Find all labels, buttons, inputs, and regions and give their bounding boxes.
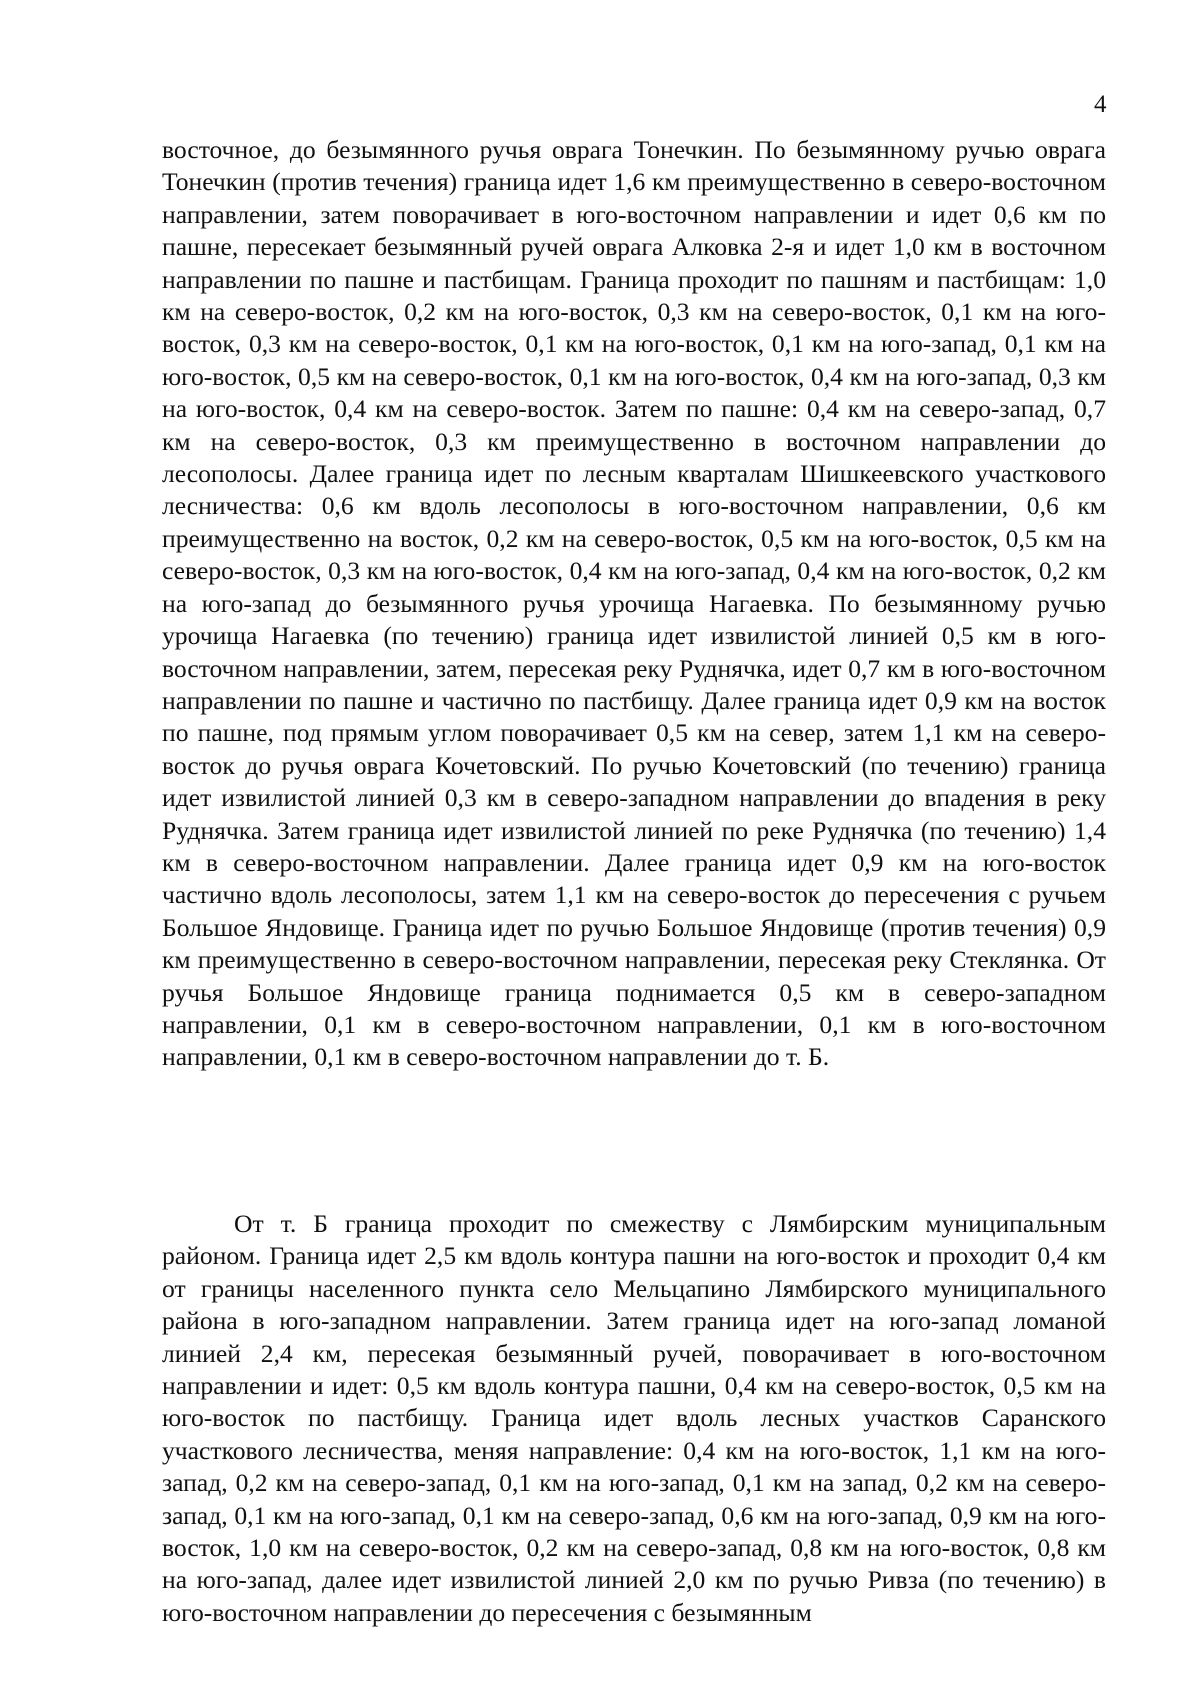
paragraph-lyambirsky-border: От т. Б граница проходит по смежеству с Лямбирским муниципальным районом. Граница идет 2,5 км вдоль контура пашни на юго-восток и проходит 0,4 км от границы населенного пункта село Мельцапино Лямбирского муниципального района в юго-западном направлении. Затем граница идет на юго-запад ломаной линией 2,4 км, пересекая безымянный ручей, поворачивает в юго-восточном направлении и идет: 0,5 км вдоль контура пашни, 0,4 км на северо-восток, 0,5 км на юго-восток по пастбищу. Граница идет вдоль лесных участков Саранского участкового лесничества, меняя направление: 0,4 км на юго-восток, 1,1 км на юго-запад, 0,2 км на северо-запад, 0,1 км на юго-запад, 0,1 км на запад, 0,2 км на северо-запад, 0,1 км на юго-запад, 0,1 км на северо-запад, 0,6 км на юго-запад, 0,9 км на юго-восток, 1,0 км на северо-восток, 0,2 км на северо-запад, 0,8 км на юго-восток, 0,8 км на юго-запад, далее идет извилистой линией 2,0 км по ручью Ривза (по течению) в юго-восточном направлении до пересечения с безымянным [162,1209,1106,1627]
page-number: 4 [1094,91,1107,118]
paragraph-boundary-description: восточное, до безымянного ручья оврага Тонечкин. По безымянному ручью оврага Тонечкин (против течения) граница идет 1,6 км преимущественно в северо-восточном направлении, затем поворачивает в юго-восточном направлении и идет 0,6 км по пашне, пересекает безымянный ручей оврага Алковка 2-я и идет 1,0 км в восточном направлении по пашне и пастбищам. Граница проходит по пашням и пастбищам: 1,0 км на северо-восток, 0,2 км на юго-восток, 0,3 км на северо-восток, 0,1 км на юго-восток, 0,3 км на северо-восток, 0,1 км на юго-восток, 0,1 км на юго-запад, 0,1 км на юго-восток, 0,5 км на северо-восток, 0,1 км на юго-восток, 0,4 км на юго-запад, 0,3 км на юго-восток, 0,4 км на северо-восток. Затем по пашне: 0,4 км на северо-запад, 0,7 км на северо-восток, 0,3 км преимущественно в восточном направлении до лесополосы. Далее граница идет по лесным кварталам Шишкеевского участкового лесничества: 0,6 км вдоль лесополосы в юго-восточном направлении, 0,6 км преимущественно на восток, 0,2 км на северо-восток, 0,5 км на юго-восток, 0,5 км на северо-восток, 0,3 км на юго-восток, 0,4 км на юго-запад, 0,4 км на юго-восток, 0,2 км на юго-запад до безымянного ручья урочища Нагаевка. По безымянному ручью урочища Нагаевка (по течению) граница идет извилистой линией 0,5 км в юго-восточном направлении, затем, пересекая реку Руднячка, идет 0,7 км в юго-восточном направлении по пашне и частично по пастбищу. Далее граница идет 0,9 км на восток по пашне, под прямым углом поворачивает 0,5 км на север, затем 1,1 км на северо-восток до ручья оврага Кочетовский. По ручью Кочетовский (по течению) граница идет извилистой линией 0,3 км в северо-западном направлении до впадения в реку Руднячка. Затем граница идет извилистой линией по реке Руднячка (по течению) 1,4 км в северо-восточном направлении. Далее граница идет 0,9 км на юго-восток частично вдоль лесополосы, затем 1,1 км на северо-восток до пересечения с ручьем Большое Яндовище. Граница идет по ручью Большое Яндовище (против течения) 0,9 км преимущественно в северо-восточном направлении, пересекая реку Стеклянка. От ручья Большое Яндовище граница поднимается 0,5 км в северо-западном направлении, 0,1 км в северо-восточном направлении, 0,1 км в юго-восточном направлении, 0,1 км в северо-восточном направлении до т. Б. [162,135,1106,1072]
